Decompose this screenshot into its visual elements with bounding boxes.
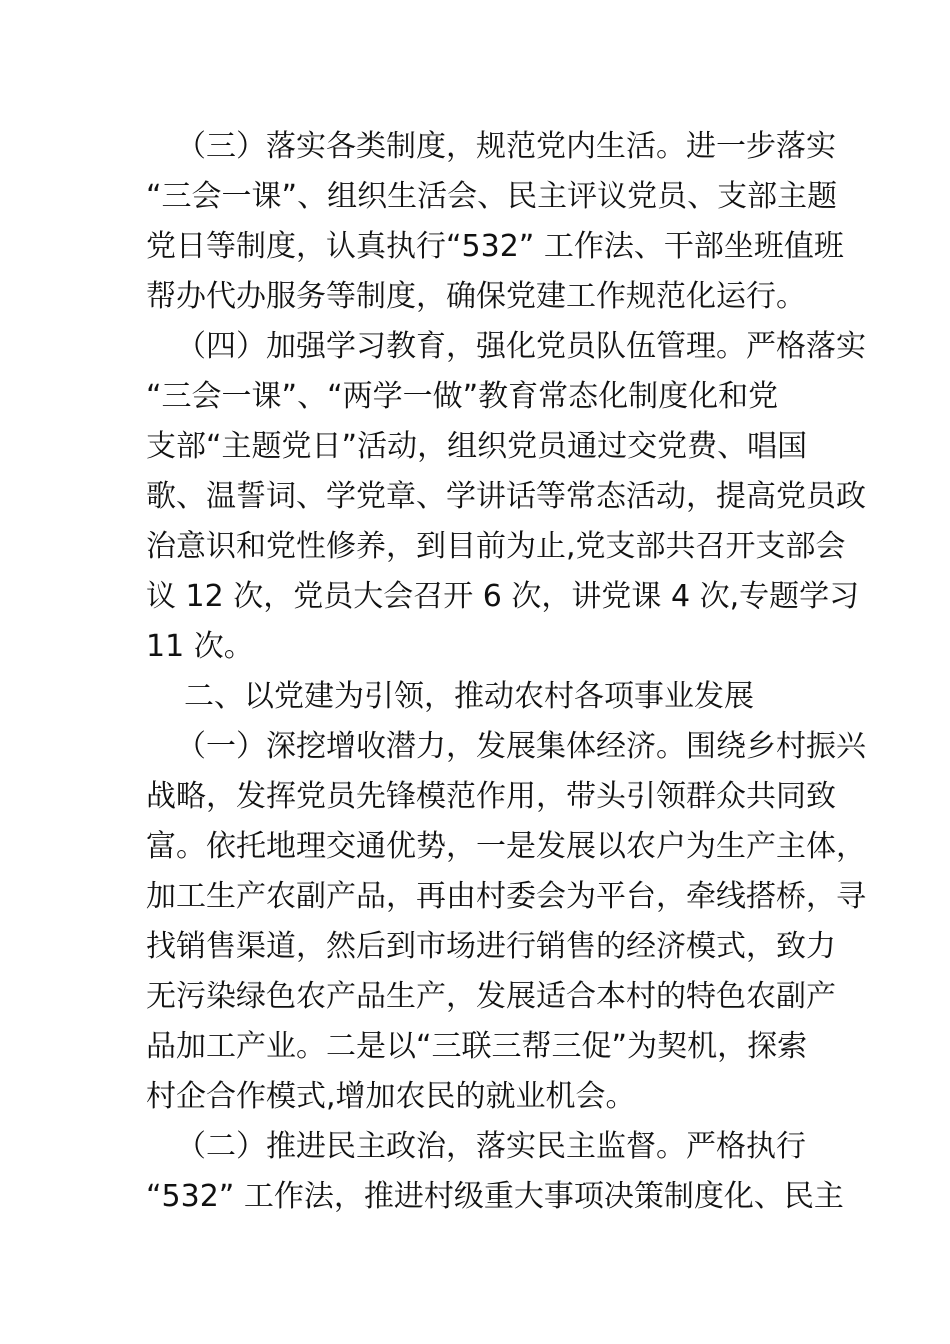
document-body (146, 122, 866, 1222)
paragraph-line: 村企合作模式,增加农民的就业机会。 (146, 1079, 636, 1114)
paragraph-line: （二）推进民主政治，落实民主监督。严格执行 (176, 1129, 806, 1164)
paragraph-line: 加工生产农副产品，再由村委会为平台，牵线搭桥，寻 (146, 879, 866, 914)
paragraph-line: 帮办代办服务等制度，确保党建工作规范化运行。 (146, 279, 806, 314)
paragraph-line: “三会一课”、“两学一做”教育常态化制度化和党 (146, 379, 779, 414)
paragraph-line: （三）落实各类制度，规范党内生活。进一步落实 (176, 129, 836, 164)
paragraph-line: 富。依托地理交通优势，一是发展以农户为生产主体， (146, 829, 866, 864)
paragraph-line: 无污染绿色农产品生产，发展适合本村的特色农副产 (146, 979, 836, 1014)
paragraph-line: “532” 工作法，推进村级重大事项决策制度化、民主 (146, 1179, 844, 1214)
paragraph-line: 歌、温誓词、学党章、学讲话等常态活动，提高党员政 (146, 479, 866, 514)
paragraph-line: 治意识和党性修养，到目前为止,党支部共召开支部会 (146, 529, 846, 564)
paragraph-line: 党日等制度，认真执行“532” 工作法、干部坐班值班 (146, 229, 844, 264)
paragraph-line: （四）加强学习教育，强化党员队伍管理。严格落实 (176, 329, 866, 364)
paragraph-line: “三会一课”、组织生活会、民主评议党员、支部主题 (146, 179, 838, 214)
paragraph-line: 11 次。 (146, 629, 254, 664)
paragraph-line: 战略，发挥党员先锋模范作用，带头引领群众共同致 (146, 779, 836, 814)
paragraph-line: （一）深挖增收潜力，发展集体经济。围绕乡村振兴 (176, 729, 866, 764)
paragraph-line: 议 12 次，党员大会召开 6 次，讲党课 4 次,专题学习 (146, 579, 860, 614)
paragraph-line: 支部“主题党日”活动，组织党员通过交党费、唱国 (146, 429, 808, 464)
section-heading: 二、以党建为引领，推动农村各项事业发展 (184, 679, 754, 714)
paragraph-line: 品加工产业。二是以“三联三帮三促”为契机，探索 (146, 1029, 808, 1064)
paragraph-line: 找销售渠道，然后到市场进行销售的经济模式，致力 (146, 929, 836, 964)
